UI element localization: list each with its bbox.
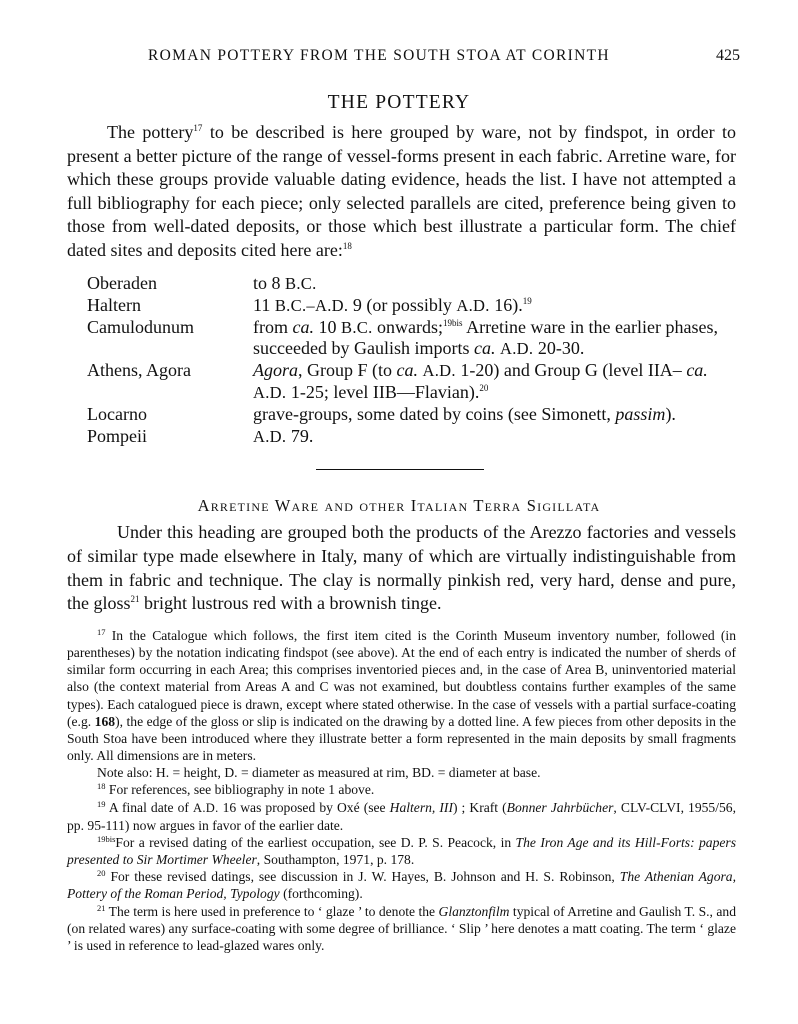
footnote-19: $^{19}$ A final date of A.D. 16 was proposed by Oxé (see Haltern, III) ; Kraft (Bonner Jahrbücher, CLV-CLVI, 1955/56, pp. 95-111) now argues in favor of the earlier date. bbox=[67, 798, 736, 833]
footnote-19bis: $^{19bis}$For a revised dating of the earliest occupation, see D. P. S. Peacock, in The Iron Age and its Hill-Forts: papers presented to Sir Mortimer Wheeler, Southampton, 1971, p. 178. bbox=[67, 833, 736, 868]
section-divider bbox=[316, 469, 484, 470]
running-head bbox=[70, 47, 740, 71]
site-date: Agora, Group F (to ca. A.D. 1-20) and Group G (level IIA– ca. A.D. 1-25; level IIB—Flavian).$^{20}$ bbox=[253, 360, 708, 402]
footnote-21: $^{21}$ The term is here used in preference to ‘ glaze ’ to denote the Glanztonfilm typical of Arretine and Gaulish T. S., and (on related wares) any surface-coating with some degree of brilliance. ‘ Slip ’ here denotes a matt coating. The term ‘ glaze ’ is used in reference to lead-glazed wares only. bbox=[67, 902, 737, 953]
footnote-ref[interactable]: 18 bbox=[342, 240, 352, 251]
page-number: 425 bbox=[716, 47, 740, 64]
intro-paragraph: The pottery$^{17}$ to be described is here grouped by ware, not by findspot, in order to present a better picture of the range of vessel-forms present in each fabric. Arretine ware, for which these groups provide valuable dating evidence, heads the list. I have not attempted a full bibliography for each piece; only selected parallels are cited, preference being given to those from well-dated deposits, or those which best illustrate a particular form. The chief dated sites and deposits cited here are:$^{18}$ bbox=[67, 122, 737, 260]
site-row bbox=[87, 360, 737, 404]
site-date: 11 B.C.–A.D. 9 (or possibly A.D. 16).$^{19}$ bbox=[253, 294, 532, 315]
section-title: THE POTTERY bbox=[327, 92, 471, 113]
footnote-ref[interactable]: 19bis bbox=[443, 317, 463, 328]
site-name: Oberaden bbox=[87, 273, 157, 293]
footnotes bbox=[67, 627, 736, 954]
dated-sites-list bbox=[87, 273, 737, 447]
footnote-20: $^{20}$ For these revised datings, see discussion in J. W. Hayes, B. Johnson and H. S. Robinson, The Athenian Agora, Pottery of the Roman Period, Typology (forthcoming). bbox=[67, 868, 736, 902]
footnote-17: $^{17}$ In the Catalogue which follows, the first item cited is the Corinth Museum inventory number, followed (in parentheses) by the notation indicating findspot (see above). At the end of each entry is indicated the number of sherds of similar form occurring in each Area; this comprises inventoried pieces and, in the case of Area B, uninventoried material also (the context material from Areas A and C was not examined, but doubtless contains further examples of the same types). Each catalogued piece is drawn, except where stated otherwise. In the case of vessels with a partial surface-coating (e.g. 168), the edge of the gloss or slip is indicated on the drawing by a dotted line. A few pieces from other deposits in the South Stoa have been introduced where they illustrate better a form represented in the main deposits by small fragments only. All dimensions are in meters. bbox=[67, 627, 737, 764]
site-row bbox=[87, 295, 737, 317]
site-name: Haltern bbox=[87, 294, 141, 315]
site-name: Athens, Agora bbox=[87, 360, 191, 381]
footnote-18: $^{18}$ For references, see bibliography in note 1 above. bbox=[97, 781, 375, 798]
site-date: to 8 B.C. bbox=[253, 273, 317, 293]
site-name: Camulodunum bbox=[87, 316, 194, 337]
site-name: Pompeii bbox=[87, 425, 148, 446]
site-row bbox=[87, 317, 737, 361]
site-date: grave-groups, some dated by coins (see Simonett, passim). bbox=[253, 403, 676, 424]
site-row bbox=[87, 273, 737, 295]
site-date: from ca. 10 B.C. onwards;$^{19bis}$ Arretine ware in the earlier phases, succeeded by Gaulish imports ca. A.D. 20-30. bbox=[253, 316, 718, 359]
footnote-ref[interactable]: 20 bbox=[479, 382, 489, 393]
site-name: Locarno bbox=[87, 403, 147, 424]
body-paragraph: Under this heading are grouped both the products of the Arezzo factories and vessels of similar type made elsewhere in Italy, many of which are virtually indistinguishable from them in fabric and technique. The clay is normally pinkish red, very hard, dense and pure, the gloss$^{21}$ bright lustrous red with a brownish tinge. bbox=[67, 522, 736, 614]
footnote-ref[interactable]: 19 bbox=[522, 295, 532, 306]
site-date: A.D. 79. bbox=[253, 425, 314, 446]
site-row bbox=[87, 404, 737, 426]
subsection-title: Arretine Ware and other Italian Terra Sigillata bbox=[197, 496, 601, 515]
site-row bbox=[87, 426, 737, 448]
running-title: ROMAN POTTERY FROM THE SOUTH STOA AT CORINTH bbox=[148, 47, 610, 64]
footnote-ref[interactable]: 17 bbox=[193, 123, 203, 133]
footnote-ref[interactable]: 21 bbox=[130, 594, 140, 605]
footnote-17-note: Note also: H. = height, D. = diameter as measured at rim, BD. = diameter at base. bbox=[97, 765, 541, 781]
